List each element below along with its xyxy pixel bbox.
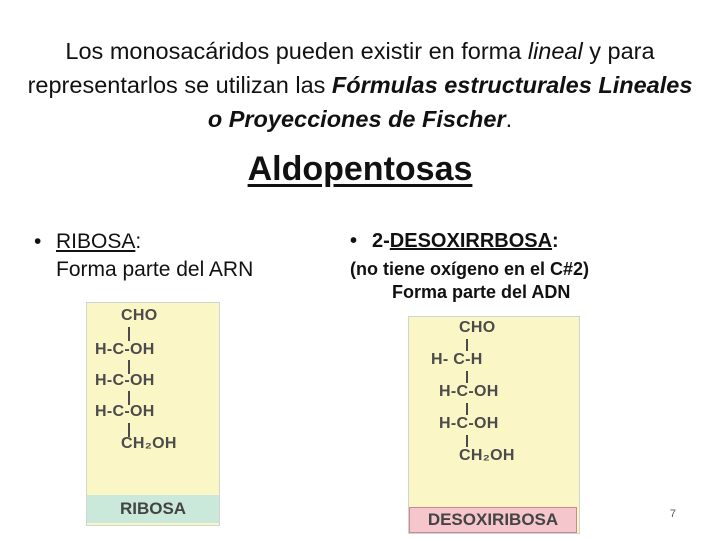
- desoxirribosa-heading: DESOXIRRBOSA: [389, 230, 553, 252]
- desoxirribosa-row-4: H-C-OH: [439, 415, 499, 432]
- desoxirribosa-note: (no tiene oxígeno en el C#2): [350, 259, 590, 279]
- ribosa-row-4: H-C-OH: [95, 403, 155, 420]
- ribosa-label: RIBOSA: [87, 495, 219, 523]
- desoxirribosa-subtitle: Forma parte del ADN: [392, 282, 571, 302]
- desoxirribosa-row-3: H-C-OH: [439, 383, 499, 400]
- ribosa-row-1: CHO: [121, 307, 158, 324]
- intro-text-2: y para representarlos se utilizan las: [27, 38, 655, 98]
- desoxirribosa-bond-2: [466, 371, 468, 383]
- desoxirribosa-row-2: H- C-H: [431, 351, 483, 368]
- ribosa-row-3: H-C-OH: [95, 372, 155, 389]
- page-number: 7: [669, 508, 676, 520]
- desoxirribosa-colon: :: [552, 230, 559, 252]
- ribosa-section: [34, 230, 334, 282]
- ribosa-subtitle: Forma parte del ARN: [56, 258, 254, 281]
- ribosa-bond-1: [128, 327, 130, 341]
- intro-paragraph: [20, 34, 700, 136]
- ribosa-fischer-panel: [86, 302, 220, 526]
- desoxirribosa-section: [350, 230, 680, 303]
- desoxirribosa-bond-1: [466, 339, 468, 351]
- ribosa-heading: RIBOSA: [56, 230, 136, 253]
- desoxirribosa-prefix: 2-: [372, 230, 390, 252]
- intro-text-1: Los monosacáridos pueden existir en forma: [65, 38, 528, 64]
- desoxirribosa-label: DESOXIRIBOSA: [409, 507, 577, 533]
- desoxirribosa-bond-3: [466, 403, 468, 415]
- bullet-ribosa: •: [34, 230, 42, 253]
- desoxirribosa-row-5: CH₂OH: [459, 447, 515, 464]
- desoxirribosa-fischer-panel: [408, 316, 580, 534]
- intro-emphasis-1: lineal: [527, 38, 583, 64]
- ribosa-row-5: CH₂OH: [121, 435, 177, 452]
- intro-text-3: .: [505, 106, 513, 132]
- ribosa-row-2: H-C-OH: [95, 341, 155, 358]
- desoxirribosa-bond-4: [466, 435, 468, 447]
- intro-emphasis-2: Fórmulas estructurales Lineales o Proyecciones de Fischer: [207, 72, 693, 132]
- desoxirribosa-row-1: CHO: [459, 319, 496, 336]
- slide-title: Aldopentosas: [247, 150, 473, 188]
- bullet-desoxirribosa: •: [350, 230, 358, 252]
- ribosa-colon: :: [135, 230, 142, 253]
